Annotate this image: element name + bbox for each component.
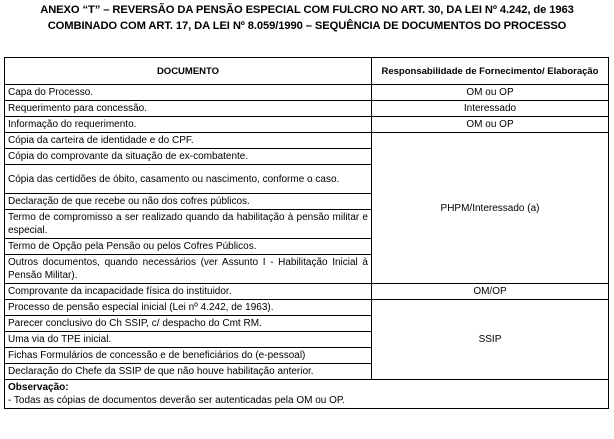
doc-cell: Fichas Formulários de concessão e de beneficiários do (e-pessoal) (5, 348, 372, 364)
observation-text: - Todas as cópias de documentos deverão ser autenticadas pela OM ou OP. (8, 395, 346, 406)
doc-cell: Declaração de que recebe ou não dos cofres públicos. (5, 194, 372, 210)
title-line-2: COMBINADO COM ART. 17, DA LEI Nº 8.059/1990 – SEQUÊNCIA DE DOCUMENTOS DO PROCESSO (47, 20, 567, 32)
resp-cell: OM ou OP (372, 85, 609, 101)
doc-cell: Capa do Processo. (5, 85, 372, 101)
observation-label: Observação (8, 382, 66, 393)
doc-cell: Requerimento para concessão. (5, 101, 372, 117)
doc-cell: Declaração do Chefe da SSIP de que não houve habilitação anterior. (5, 364, 372, 380)
doc-cell: Processo de pensão especial inicial (Lei nº 4.242, de 1963). (5, 300, 372, 316)
doc-cell: Cópia da carteira de identidade e do CPF. (5, 133, 372, 149)
observation-colon: : (65, 382, 69, 393)
resp-cell-ssip: SSIP (372, 300, 609, 380)
doc-cell: Informação do requerimento. (5, 117, 372, 133)
table-row (5, 133, 609, 149)
doc-cell: Cópia do comprovante da situação de ex-combatente. (5, 149, 372, 165)
header-documento: DOCUMENTO (5, 58, 372, 85)
doc-cell: Comprovante da incapacidade física do instituidor. (5, 284, 372, 300)
table-header-row (5, 58, 609, 85)
doc-cell: Cópia das certidões de óbito, casamento ou nascimento, conforme o caso. (5, 165, 372, 194)
table-row (5, 300, 609, 316)
doc-cell: Termo de Opção pela Pensão ou pelos Cofres Públicos. (5, 239, 372, 255)
doc-cell: Parecer conclusivo do Ch SSIP, c/ despacho do Cmt RM. (5, 316, 372, 332)
title-line-1: ANEXO “T” – REVERSÃO DA PENSÃO ESPECIAL COM FULCRO NO ART. 30, DA LEI Nº 4.242, de 1963 (40, 4, 574, 16)
resp-cell: OM ou OP (372, 117, 609, 133)
observation-cell (5, 380, 609, 409)
resp-cell: Interessado (372, 101, 609, 117)
table-row (5, 101, 609, 117)
doc-cell: Uma via do TPE inicial. (5, 332, 372, 348)
resp-cell-phpm: PHPM/Interessado (a) (372, 133, 609, 284)
table-row (5, 85, 609, 101)
doc-cell: Termo de compromisso a ser realizado quando da habilitação à pensão militar e especial. (5, 210, 372, 239)
table-row (5, 117, 609, 133)
header-responsabilidade: Responsabilidade de Fornecimento/ Elaboração (372, 58, 609, 85)
observation-row (5, 380, 609, 409)
document-title (0, 2, 614, 34)
resp-cell: OM/OP (372, 284, 609, 300)
documents-table (4, 57, 609, 409)
doc-cell: Outros documentos, quando necessários (ver Assunto I - Habilitação Inicial à Pensão Militar). (5, 255, 372, 284)
table-row (5, 284, 609, 300)
